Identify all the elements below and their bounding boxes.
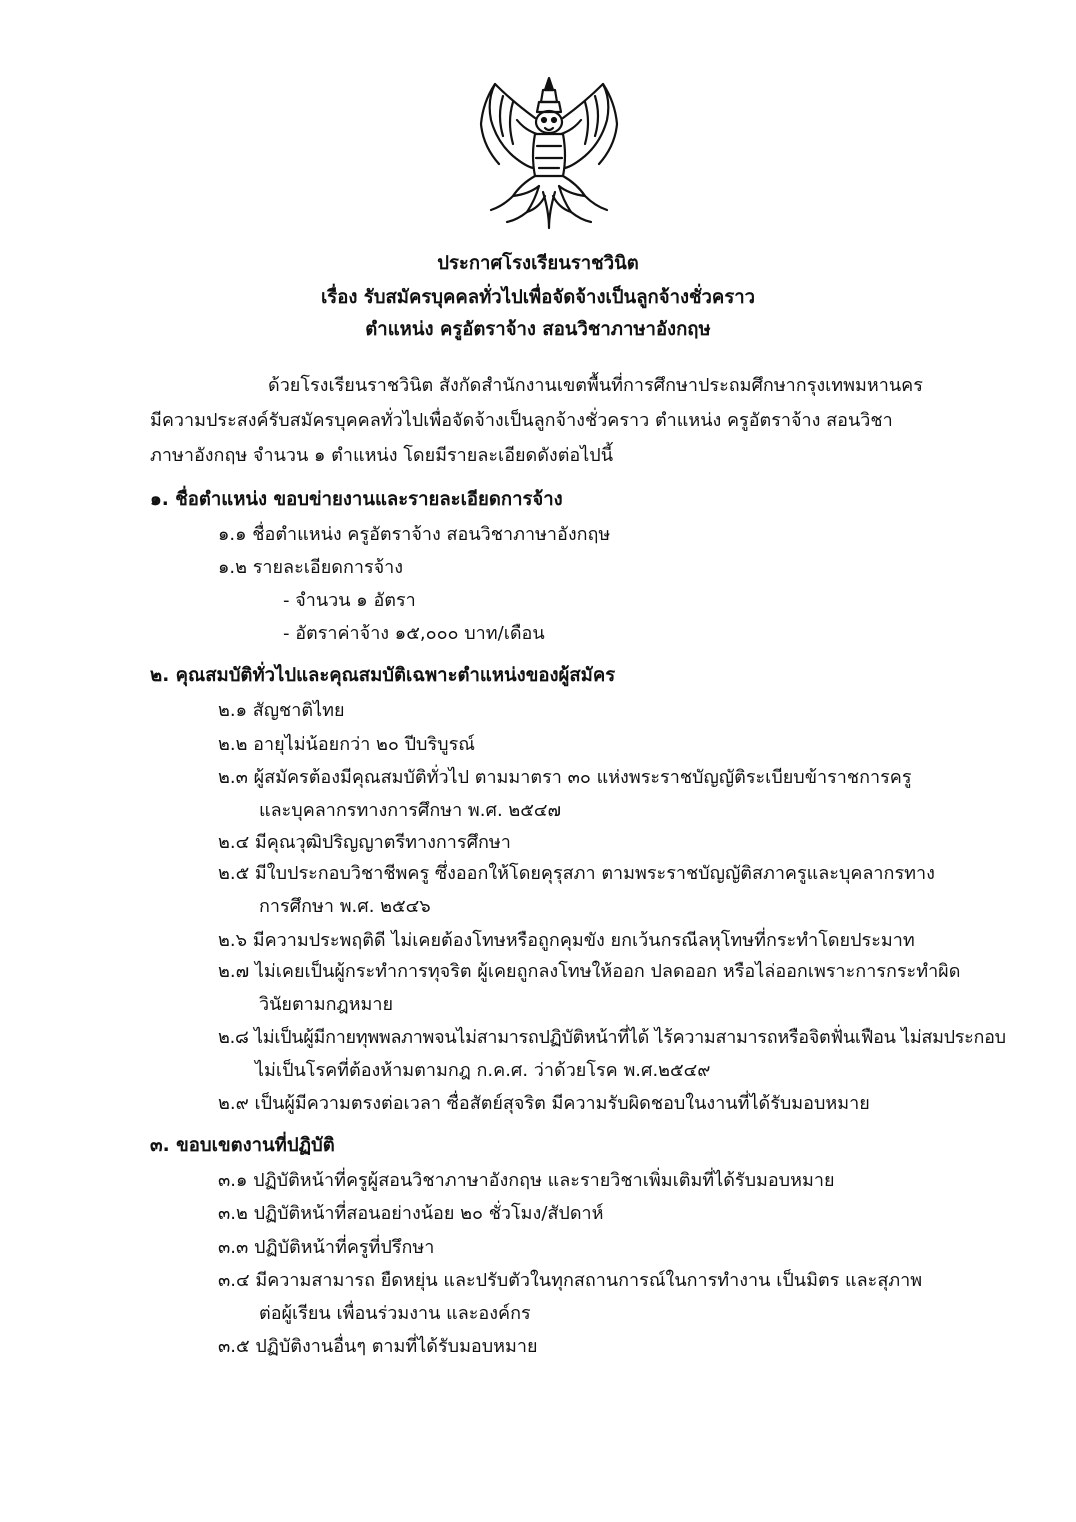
announcement-title: ประกาศโรงเรียนราชวินิต [437,253,639,274]
section-2-item-continuation: วินัยตามกฎหมาย [259,994,393,1015]
section-2-item: ๒.๗ ไม่เคยเป็นผู้กระทำการทุจริต ผู้เคยถูกลงโทษให้ออก ปลดออก หรือไล่ออกเพราะการกระทำผิด [218,961,961,982]
section-1-item: ๑.๑ ชื่อตำแหน่ง ครูอัตราจ้าง สอนวิชาภาษาอังกฤษ [218,524,611,545]
section-2-item: ๒.๘ ไม่เป็นผู้มีกายทุพพลภาพจนไม่สามารถปฏิบัติหน้าที่ได้ ไร้ความสามารถหรือจิตฟั่นเฟือน ไม่สมประกอบ [218,1027,1006,1048]
section-2-item: ๒.๔ มีคุณวุฒิปริญญาตรีทางการศึกษา [218,832,511,853]
section-2-item-continuation: ไม่เป็นโรคที่ต้องห้ามตามกฎ ก.ค.ศ. ว่าด้วยโรค พ.ศ.๒๕๔๙ [255,1060,711,1081]
section-2-item: ๒.๒ อายุไม่น้อยกว่า ๒๐ ปีบริบูรณ์ [218,734,475,755]
section-3-item: ๓.๒ ปฏิบัติหน้าที่สอนอย่างน้อย ๒๐ ชั่วโมง/สัปดาห์ [218,1203,604,1224]
salary-rate: - อัตราค่าจ้าง ๑๕,๐๐๐ บาท/เดือน [283,623,545,644]
section-3-item: ๓.๑ ปฏิบัติหน้าที่ครูผู้สอนวิชาภาษาอังกฤษ และรายวิชาเพิ่มเติมที่ได้รับมอบหมาย [218,1170,835,1191]
section-2-item: ๒.๑ สัญชาติไทย [218,700,345,721]
intro-line: มีความประสงค์รับสมัครบุคคลทั่วไปเพื่อจัดจ้างเป็นลูกจ้างชั่วคราว ตำแหน่ง ครูอัตราจ้าง สอนวิชา [150,410,893,431]
section-1-item: ๑.๒ รายละเอียดการจ้าง [218,557,404,578]
intro-line: ภาษาอังกฤษ จำนวน ๑ ตำแหน่ง โดยมีรายละเอียดดังต่อไปนี้ [150,445,613,466]
section-3-item: ๓.๕ ปฏิบัติงานอื่นๆ ตามที่ได้รับมอบหมาย [218,1336,538,1357]
section-3-heading: ๓. ขอบเขตงานที่ปฏิบัติ [150,1135,335,1156]
section-2-item-continuation: การศึกษา พ.ศ. ๒๕๔๖ [259,896,431,917]
section-2-item: ๒.๖ มีความประพฤติดี ไม่เคยต้องโทษหรือถูกคุมขัง ยกเว้นกรณีลหุโทษที่กระทำโดยประมาท [218,930,915,951]
employment-count: - จำนวน ๑ อัตรา [283,590,416,611]
section-2-item: ๒.๓ ผู้สมัครต้องมีคุณสมบัติทั่วไป ตามมาตรา ๓๐ แห่งพระราชบัญญัติระเบียบข้าราชการครู [218,767,912,788]
section-3-item: ๓.๓ ปฏิบัติหน้าที่ครูที่ปรึกษา [218,1237,435,1258]
intro-paragraph [150,368,962,473]
section-2-item: ๒.๕ มีใบประกอบวิชาชีพครู ซึ่งออกให้โดยคุรุสภา ตามพระราชบัญญัติสภาครูและบุคลากรทาง [218,863,935,884]
section-1-heading: ๑. ชื่อตำแหน่ง ขอบข่ายงานและรายละเอียดการจ้าง [150,489,563,510]
section-2-item-continuation: และบุคลากรทางการศึกษา พ.ศ. ๒๕๔๗ [259,800,562,821]
section-2-item: ๒.๙ เป็นผู้มีความตรงต่อเวลา ซื่อสัตย์สุจริต มีความรับผิดชอบในงานที่ได้รับมอบหมาย [218,1093,870,1114]
announcement-subject: เรื่อง รับสมัครบุคคลทั่วไปเพื่อจัดจ้างเป็นลูกจ้างชั่วคราว [320,287,756,308]
section-3-item-continuation: ต่อผู้เรียน เพื่อนร่วมงาน และองค์กร [259,1303,531,1324]
section-2-heading: ๒. คุณสมบัติทั่วไปและคุณสมบัติเฉพาะตำแหน่งของผู้สมัคร [150,665,616,686]
garuda-emblem [473,72,625,232]
intro-line: ด้วยโรงเรียนราชวินิต สังกัดสำนักงานเขตพื้นที่การศึกษาประถมศึกษากรุงเทพมหานคร [268,375,923,396]
announcement-position: ตำแหน่ง ครูอัตราจ้าง สอนวิชาภาษาอังกฤษ [365,319,711,340]
section-3-item: ๓.๔ มีความสามารถ ยืดหยุ่น และปรับตัวในทุกสถานการณ์ในการทำงาน เป็นมิตร และสุภาพ [218,1270,923,1291]
